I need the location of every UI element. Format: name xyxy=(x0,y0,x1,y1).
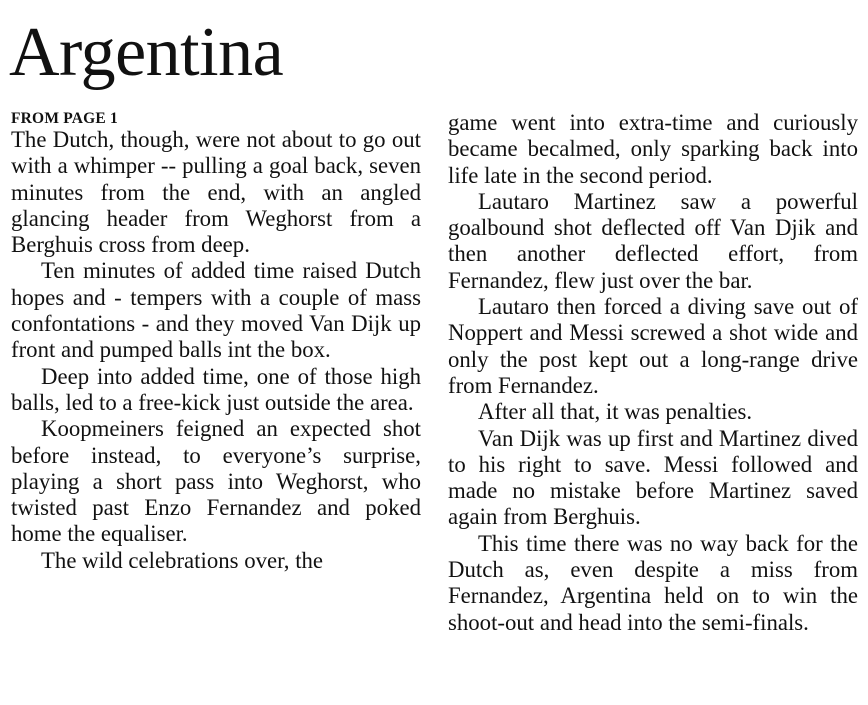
paragraph: Deep into added time, one of those high balls, led to a free-kick just outside the area. xyxy=(11,363,421,415)
paragraph: Lautaro Martinez saw a powerful goalbound shot deflected off Van Djik and then another deflected effort, from Fernandez, flew just over the bar. xyxy=(448,188,858,293)
article-column-right xyxy=(448,110,858,636)
paragraph: Lautaro then forced a diving save out of Noppert and Messi screwed a shot wide and only the post kept out a long-range drive from Fernandez. xyxy=(448,294,858,398)
paragraph: After all that, it was penalties. xyxy=(478,399,753,425)
paragraph: This time there was no way back for the Dutch as, even despite a miss from Fernandez, Argentina held on to win the shoot-out and head into the semi-finals. xyxy=(448,530,858,635)
paragraph: The wild celebrations over, the xyxy=(41,547,324,573)
kicker: FROM PAGE 1 xyxy=(11,110,118,127)
paragraph: Koopmeiners feigned an expected shot before instead, to everyone’s surprise, playing a short pass into Weghorst, who twisted past Enzo Fernandez and poked home the equaliser. xyxy=(11,416,421,547)
paragraph: Van Dijk was up first and Martinez dived to his right to save. Messi followed and made no mistake before Martinez saved again from Berghuis. xyxy=(448,425,858,530)
headline: Argentina xyxy=(9,14,284,91)
article-column-left xyxy=(11,110,421,574)
paragraph: The Dutch, though, were not about to go out with a whimper -- pulling a goal back, seven minutes from the end, with an angled glancing header from Weghorst from a Berghuis cross from deep. xyxy=(11,127,421,258)
paragraph: Ten minutes of added time raised Dutch hopes and - tempers with a couple of mass confontations - and they moved Van Dijk up front and pumped balls int the box. xyxy=(11,258,421,363)
paragraph: game went into extra-time and curiously became becalmed, only sparking back into life late in the second period. xyxy=(448,110,858,188)
